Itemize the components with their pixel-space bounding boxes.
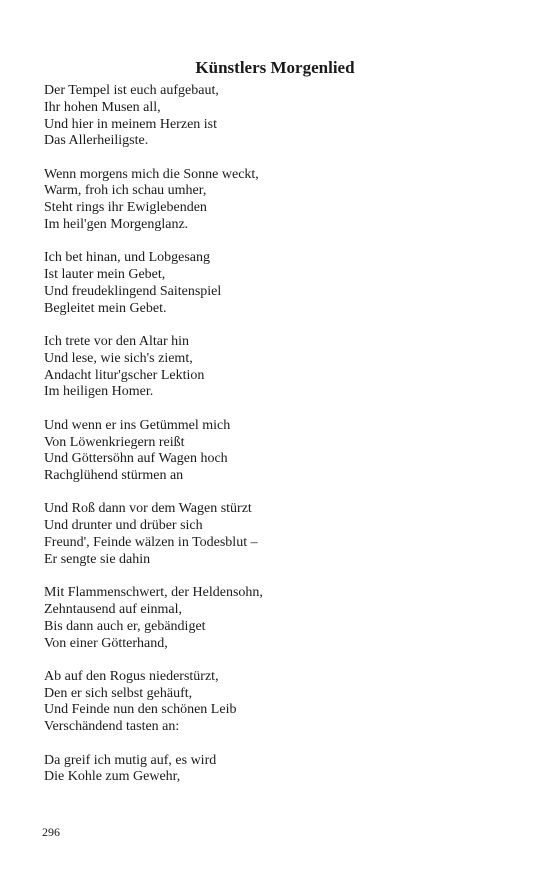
poem-line: Den er sich selbst gehäuft,	[44, 685, 193, 701]
poem-stanza	[44, 585, 524, 652]
poem-line: Warm, froh ich schau umher,	[44, 183, 207, 199]
poem-title: Künstlers Morgenlied	[195, 58, 355, 77]
poem-line: Er sengte sie dahin	[44, 551, 151, 567]
poem-line: Und Göttersöhn auf Wagen hoch	[44, 451, 228, 467]
poem-line: Und hier in meinem Herzen ist	[44, 116, 218, 132]
poem-line: Ihr hohen Musen all,	[44, 99, 161, 115]
poem-line: Wenn morgens mich die Sonne weckt,	[44, 166, 259, 182]
poem-stanza	[44, 753, 524, 787]
poem-stanza	[44, 250, 524, 317]
poem-line: Der Tempel ist euch aufgebaut,	[44, 83, 219, 98]
poem-line: Steht rings ihr Ewiglebenden	[44, 200, 207, 216]
poem-line: Und wenn er ins Getümmel mich	[44, 417, 231, 433]
poem-line: Verschändend tasten an:	[44, 719, 180, 735]
poem-line: Begleitet mein Gebet.	[44, 300, 167, 316]
poem-line: Im heil'gen Morgenglanz.	[44, 217, 189, 233]
poem-line: Und Roß dann vor dem Wagen stürzt	[44, 501, 252, 517]
poem-body	[44, 83, 524, 803]
poem-line: Ab auf den Rogus niederstürzt,	[44, 668, 219, 684]
page-number: 296	[42, 825, 60, 839]
poem-line: Da greif ich mutig auf, es wird	[44, 752, 217, 768]
poem-line: Von einer Götterhand,	[44, 635, 168, 651]
poem-line: Im heiligen Homer.	[44, 384, 154, 400]
poem-line: Die Kohle zum Gewehr,	[44, 769, 181, 785]
poem-line: Ich trete vor den Altar hin	[44, 334, 190, 350]
poem-line: Freund', Feinde wälzen in Todesblut –	[44, 535, 258, 551]
poem-line: Das Allerheiligste.	[44, 133, 149, 149]
poem-line: Ich bet hinan, und Lobgesang	[44, 250, 211, 266]
poem-stanza	[44, 501, 524, 568]
poem-stanza	[44, 418, 524, 485]
poem-line: Zehntausend auf einmal,	[44, 601, 183, 617]
poem-line: Und freudeklingend Saitenspiel	[44, 283, 222, 299]
poem-line: Rachglühend stürmen an	[44, 468, 184, 484]
poem-line: Bis dann auch er, gebändiget	[44, 618, 206, 634]
poem-line: Von Löwenkriegern reißt	[44, 434, 185, 450]
poem-line: Ist lauter mein Gebet,	[44, 267, 166, 283]
poem-stanza	[44, 669, 524, 736]
poem-line: Mit Flammenschwert, der Heldensohn,	[44, 585, 263, 601]
poem-stanza	[44, 334, 524, 401]
poem-line: Und lese, wie sich's ziemt,	[44, 350, 193, 366]
poem-stanza	[44, 83, 524, 150]
poem-line: Andacht litur'gscher Lektion	[44, 367, 205, 383]
poem-line: Und Feinde nun den schönen Leib	[44, 702, 237, 718]
poem-line: Und drunter und drüber sich	[44, 518, 203, 534]
poem-stanza	[44, 167, 524, 234]
